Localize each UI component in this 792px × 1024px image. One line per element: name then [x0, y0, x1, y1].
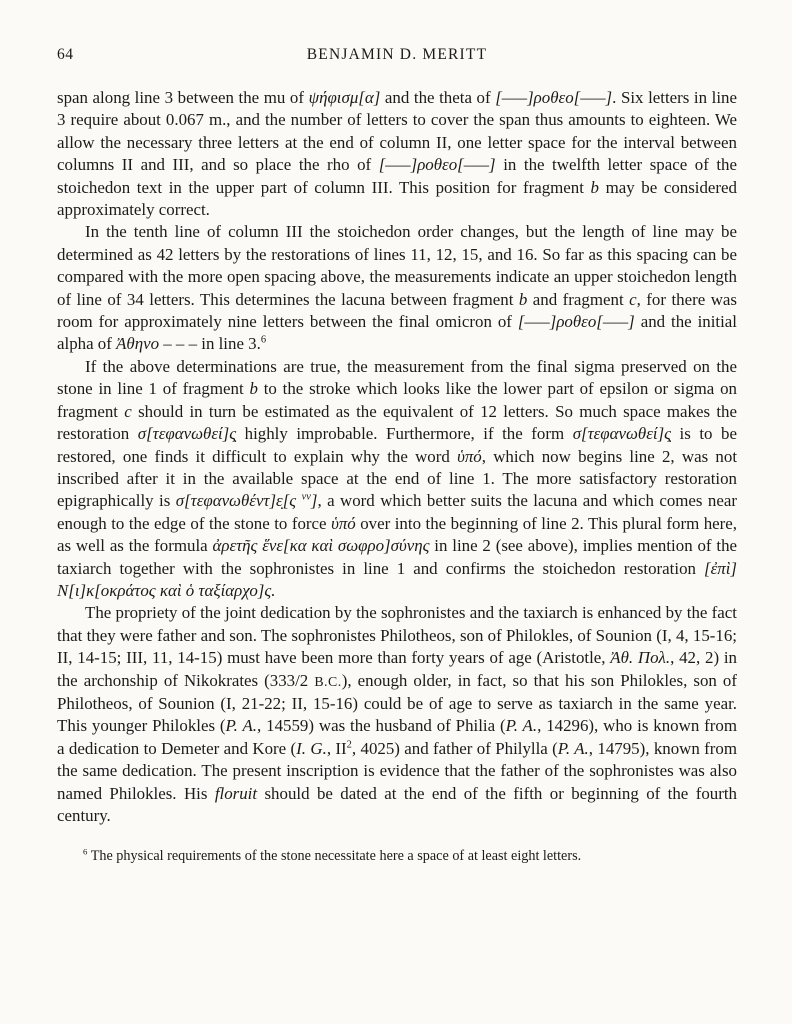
- text-segment: highly improbable. Furthermore, if the form: [236, 424, 573, 444]
- text-segment: , 42, 2) in the archonship of Nikokrates (333/2: [57, 648, 737, 690]
- text-segment: to the stroke which looks like the lower part of epsilon or sigma on fragment: [57, 379, 737, 421]
- footnote-marker: 6: [83, 846, 88, 857]
- text-segment: in the twelfth letter space of the stoichedon text in the upper part of column III. This position for fragment: [57, 155, 738, 197]
- text-segment: floruit: [214, 783, 258, 803]
- text-segment: b: [518, 289, 528, 309]
- text-segment: should be dated at the end of the fifth or beginning of the fourth century.: [57, 783, 737, 825]
- text-segment: over into the beginning of line 2. This plural form here, as well as the formula: [57, 513, 738, 556]
- paragraph: [57, 356, 737, 602]
- text-segment: Ἀθ. Πολ.: [610, 648, 671, 668]
- body-text: [57, 87, 737, 827]
- text-segment: c: [629, 289, 637, 309]
- text-segment: , for there was room for approximately nine letters between the final omicron of: [57, 289, 737, 332]
- text-segment: – – – in line 3.: [159, 334, 261, 354]
- text-segment: [–––]ροθεο[–––]: [517, 312, 635, 332]
- text-segment: σ[τεφανωθέντ]ε̣[ς: [175, 491, 302, 511]
- text-segment: should in turn be estimated as the equivalent of 12 letters. So much space makes the restoration: [57, 401, 737, 444]
- text-segment: ψήφισμ[α]: [308, 88, 381, 107]
- text-segment: σ[τεφανωθεί]ς̣: [137, 424, 237, 444]
- footnote: [57, 847, 737, 866]
- text-segment: , 14795), known from the same dedication. The present inscription is evidence that the father of the sophronistes was also named Philokles. His: [57, 738, 738, 803]
- text-segment: P. A.: [505, 716, 538, 736]
- running-head-author: BENJAMIN D. MERITT: [306, 46, 488, 63]
- text-segment: and the initial alpha of: [57, 312, 738, 354]
- text-segment: , 14559) was the husband of Philia (: [257, 716, 506, 736]
- text-segment: , a word which better suits the lacuna and which comes near enough to the edge of the stone to force: [57, 491, 737, 533]
- text-segment: If the above determinations are true, the measurement from the final sigma preserved on the stone in line 1 of fragment: [57, 356, 737, 399]
- text-segment: B.C.: [314, 673, 342, 689]
- text-segment: I. G.: [296, 738, 327, 758]
- text-segment: Ἀθηνο: [116, 334, 160, 354]
- paragraph: [57, 221, 737, 355]
- text-segment: [–––]ροθεο[–––]: [495, 88, 613, 107]
- text-segment: [ἐπὶ] Ν[ι]κ[οκράτος καὶ ὁ ταξίαρχο]ς.: [57, 558, 737, 600]
- text-segment: [–––]ροθεο[–––]: [378, 155, 496, 175]
- running-header: [57, 46, 737, 68]
- text-segment: 6: [260, 334, 267, 346]
- text-segment: in line 2 (see above), implies mention of the taxiarch together with the sophronistes in line 1 and confirms the stoichedon restoration: [57, 536, 738, 578]
- text-segment: 2: [346, 739, 352, 751]
- text-segment: P. A.: [225, 716, 258, 736]
- paragraph: [57, 602, 737, 827]
- text-segment: ὑπό: [331, 513, 356, 533]
- text-segment: ὑπό: [457, 446, 482, 466]
- text-segment: c: [124, 401, 132, 421]
- text-segment: ), enough older, in fact, so that his son Philokles, son of Philotheos, of Sounion (I, 21-22; II, 15-16) could be of age to serve as taxiarch in the same year. This younger Philokles (: [57, 670, 738, 736]
- text-segment: and fragment: [527, 289, 630, 309]
- text-segment: , 4025) and father of Philylla (: [351, 738, 558, 758]
- text-segment: ἀρετῆς ἕνε[κα καὶ σωφρο]σύνης: [212, 536, 430, 556]
- text-segment: span along line 3 between the mu of: [57, 88, 309, 107]
- text-segment: b: [249, 379, 258, 399]
- text-segment: σ[τεφανωθεί]ς̣: [572, 424, 671, 444]
- text-segment: , II: [326, 738, 347, 758]
- page-number: 64: [57, 46, 74, 63]
- text-segment: P. A.: [557, 738, 589, 758]
- text-segment: , which now begins line 2, was not inscribed after it in the available space at the end of line 1. The more satisfactory restoration epigraphically is: [57, 446, 738, 511]
- text-segment: and the theta of: [380, 88, 496, 107]
- text-segment: vv: [301, 491, 311, 503]
- text-segment: is to be restored, one finds it difficult to explain why the word: [57, 424, 737, 466]
- text-segment: may be considered approximately correct.: [57, 177, 737, 220]
- text-segment: The propriety of the joint dedication by the sophronistes and the taxiarch is enhanced by the fact that they were father and son. The sophronistes Philotheos, son of Philokles, of Sounion (I, 4, 15-16; II, 14-15; III, 11, 14-15) must have been more than forty years of age (Aristotle,: [57, 603, 737, 668]
- paragraph: [57, 87, 737, 221]
- footnote-text: The physical requirements of the stone necessitate here a space of at least eight letters.: [87, 848, 582, 865]
- text-segment: In the tenth line of column III the stoichedon order changes, but the length of line may be determined as 42 letters by the restorations of lines 11, 12, 15, and 16. So far as this spacing can be compared with the more open spacing above, the measurements indicate an upper stoichedon length of line of 34 letters. This determines the lacuna between fragment: [57, 222, 737, 309]
- text-segment: . Six letters in line 3 require about 0.067 m., and the number of letters to cover the span thus amounts to eighteen. We allow the necessary three letters at the end of column II, one letter space for the interval between columns II and III, and so place the rho of: [57, 88, 737, 175]
- text-segment: , 14296), who is known from a dedication to Demeter and Kore (: [57, 716, 737, 758]
- text-segment: ]: [310, 491, 318, 511]
- text-segment: b: [590, 177, 599, 197]
